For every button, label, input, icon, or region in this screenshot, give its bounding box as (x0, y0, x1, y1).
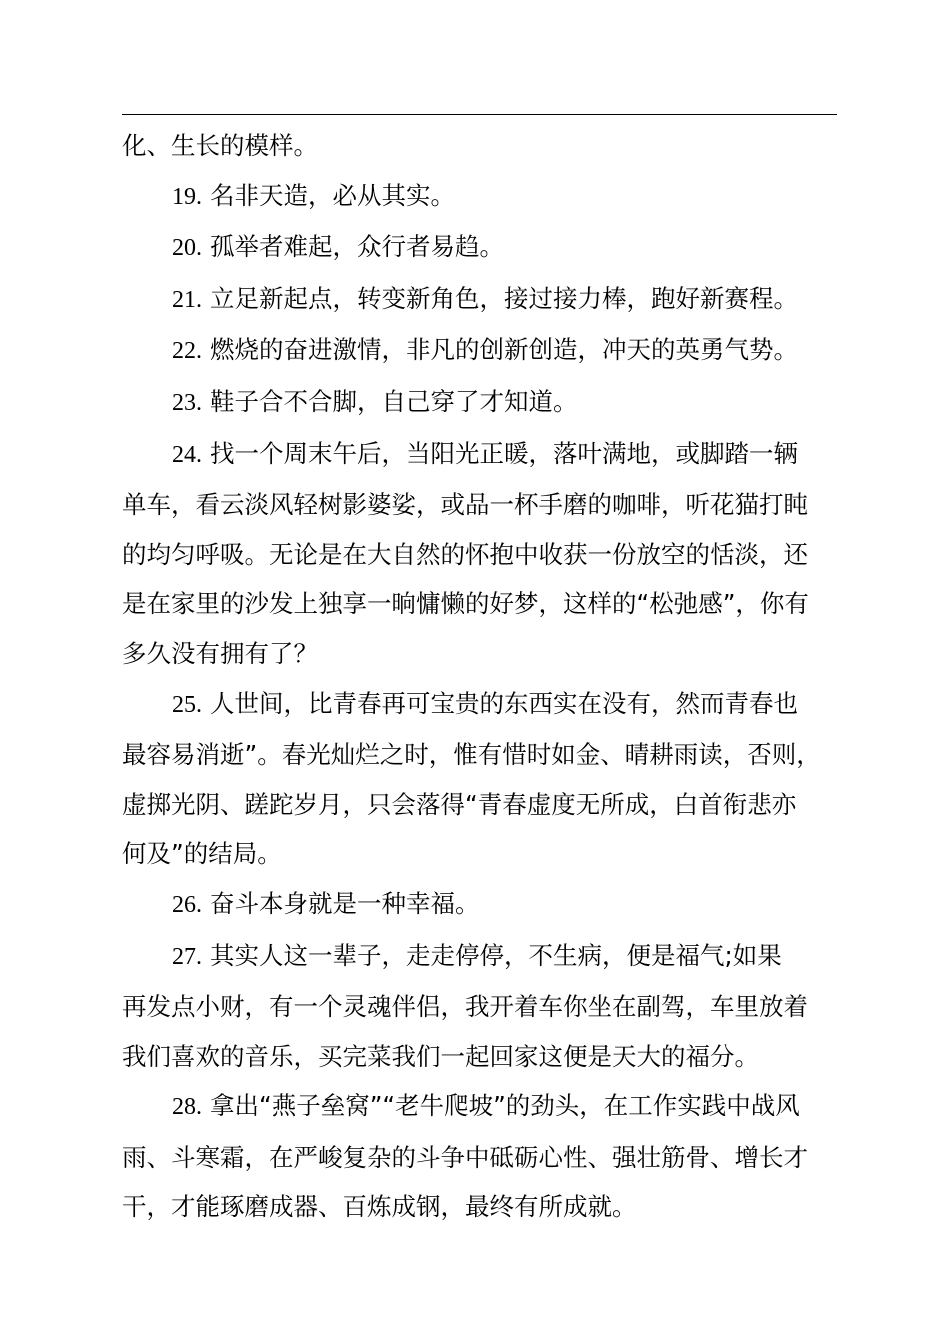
item-number: 25. (172, 691, 202, 718)
item-text: 奋斗本身就是一种幸福。 (210, 888, 480, 918)
item-text: 其实人这一辈子，走走停停，不生病，便是福气;如果 (210, 940, 782, 970)
list-item (122, 377, 852, 429)
item-number: 19. (172, 183, 202, 210)
item-text: 的均匀呼吸。无论是在大自然的怀抱中收获一份放空的恬淡，还 (122, 539, 808, 569)
list-item-continuation (122, 730, 852, 780)
list-item (122, 429, 852, 481)
item-text: 最容易消逝”。春光灿烂之时，惟有惜时如金、晴耕雨读，否则， (122, 740, 821, 770)
list-item-continuation (122, 530, 852, 580)
item-text: 我们喜欢的音乐，买完菜我们一起回家这便是天大的福分。 (122, 1041, 759, 1071)
item-text: 干，才能琢磨成器、百炼成钢，最终有所成就。 (122, 1192, 637, 1222)
list-item (122, 171, 852, 223)
item-number: 22. (172, 338, 202, 365)
list-item-continuation (122, 1182, 852, 1232)
item-number: 27. (172, 943, 202, 970)
item-text: 鞋子合不合脚，自己穿了才知道。 (210, 386, 578, 416)
list-item-continuation (122, 829, 852, 879)
list-item-continuation (122, 982, 852, 1032)
item-number: 21. (172, 286, 202, 313)
item-text: 多久没有拥有了？ (122, 638, 318, 668)
list-item (122, 325, 852, 377)
numbered-list (122, 171, 852, 1232)
continuation-line: 化、生长的模样。 (122, 131, 318, 160)
item-number: 28. (172, 1094, 202, 1121)
item-text: 是在家里的沙发上独享一晌慵懒的好梦，这样的“松弛感”，你有 (122, 589, 809, 619)
item-text: 名非天造，必从其实。 (210, 180, 455, 210)
item-text: 拿出“燕子垒窝”“老牛爬坡”的劲头，在工作实践中战风 (210, 1091, 800, 1121)
list-item (122, 1081, 852, 1133)
item-text: 单车，看云淡风轻树影婆娑，或品一杯手磨的咖啡，听花猫打盹 (122, 490, 808, 520)
item-text: 虚掷光阴、蹉跎岁月，只会落得“青春虚度无所成，白首衔悲亦 (122, 789, 797, 819)
list-item-continuation (122, 780, 852, 830)
list-item (122, 222, 852, 274)
item-text: 人世间，比青春再可宝贵的东西实在没有，然而青春也 (210, 688, 798, 718)
list-item-continuation (122, 1133, 852, 1183)
list-item-continuation (122, 480, 852, 530)
item-text: 找一个周末午后，当阳光正暖，落叶满地，或脚踏一辆 (210, 438, 798, 468)
list-item (122, 879, 852, 931)
item-text: 再发点小财，有一个灵魂伴侣，我开着车你坐在副驾，车里放着 (122, 992, 808, 1022)
list-item-continuation (122, 579, 852, 629)
item-number: 20. (172, 235, 202, 262)
list-item (122, 679, 852, 731)
list-item (122, 274, 852, 326)
list-item-continuation (122, 1032, 852, 1082)
item-text: 孤举者难起，众行者易趋。 (210, 232, 504, 262)
item-text: 雨、斗寒霜，在严峻复杂的斗争中砥砺心性、强壮筋骨、增长才 (122, 1142, 808, 1172)
item-text: 何及”的结局。 (122, 839, 282, 869)
item-number: 23. (172, 389, 202, 416)
item-number: 24. (172, 441, 202, 468)
item-number: 26. (172, 891, 202, 918)
item-text: 立足新起点，转变新角色，接过接力棒，跑好新赛程。 (210, 283, 798, 313)
document-body (122, 121, 852, 1232)
header-rule (122, 114, 837, 115)
item-text: 燃烧的奋进激情，非凡的创新创造，冲天的英勇气势。 (210, 335, 798, 365)
list-item (122, 931, 852, 983)
list-item-continuation (122, 629, 852, 679)
